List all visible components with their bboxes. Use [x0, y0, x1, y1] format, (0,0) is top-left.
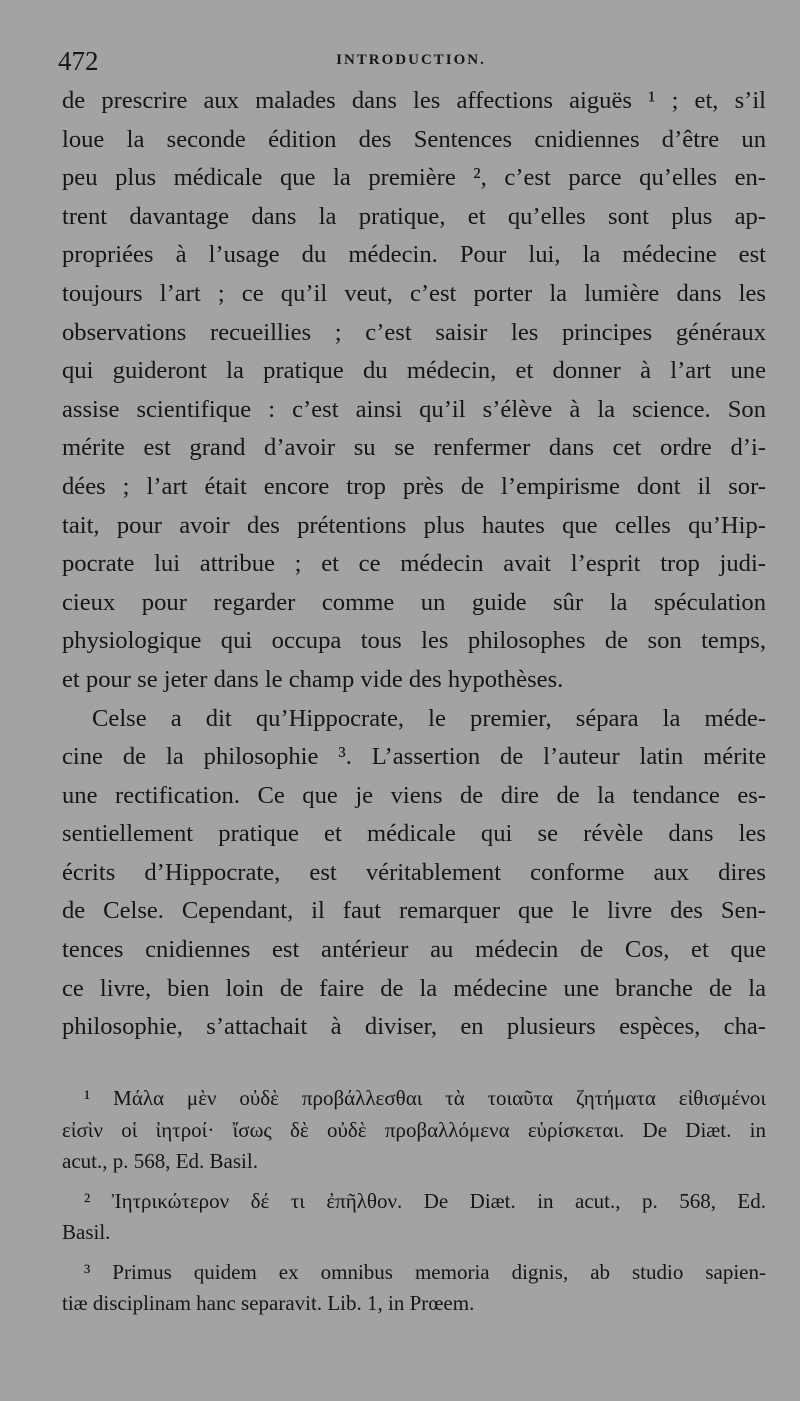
text-line: dées ; l’art était encore trop près de l’empirisme dont il sor- — [62, 472, 766, 500]
footnote-gap — [62, 1249, 766, 1257]
text-line: propriées à l’usage du médecin. Pour lui, la médecine est — [62, 241, 766, 269]
running-head: INTRODUCTION. — [336, 52, 486, 68]
footnote-line: ¹ Μάλα μὲν οὐδὲ προβάλλεσθαι τὰ τοιαῦτα ζητήματα εἰθισμένοι — [84, 1086, 766, 1110]
body-text — [62, 82, 766, 1047]
footnotes — [62, 1083, 766, 1320]
text-line: de prescrire aux malades dans les affections aiguës ¹ ; et, s’il — [62, 87, 766, 114]
text-line: observations recueillies ; c’est saisir les principes généraux — [62, 318, 766, 346]
text-line: pocrate lui attribue ; et ce médecin avait l’esprit trop judi- — [62, 550, 766, 578]
footnote-line: tiæ disciplinam hanc separavit. Lib. 1, in Prœem. — [62, 1291, 475, 1315]
text-line: qui guideront la pratique du médecin, et donner à l’art une — [62, 357, 766, 385]
text-line: Celse a dit qu’Hippocrate, le premier, sépara la méde- — [92, 704, 766, 732]
text-line: cine de la philosophie ³. L’assertion de l’auteur latin mérite — [62, 743, 766, 771]
text-line: et pour se jeter dans le champ vide des hypothèses. — [62, 665, 564, 693]
text-line: physiologique qui occupa tous les philosophes de son temps, — [62, 627, 766, 655]
text-line: mérite est grand d’avoir su se renfermer dans cet ordre d’i- — [62, 434, 766, 462]
text-line: toujours l’art ; ce qu’il veut, c’est porter la lumière dans les — [62, 279, 766, 307]
text-line: tences cnidiennes est antérieur au médecin de Cos, et que — [62, 936, 766, 964]
footnote-line: acut., p. 568, Ed. Basil. — [62, 1149, 258, 1173]
footnote-line: ² Ἰητρικώτερον δέ τι ἐπῆλθον. De Diæt. in acut., p. 568, Ed. — [84, 1188, 766, 1213]
text-line: une rectification. Ce que je viens de dire de la tendance es- — [62, 781, 766, 809]
text-line: tait, pour avoir des prétentions plus hautes que celles qu’Hip- — [62, 511, 766, 539]
footnote-line: εἰσὶν οἱ ἰητροί· ἴσως δὲ οὐδὲ προβαλλόμενα εὑρίσκεται. De Diæt. in — [62, 1117, 766, 1142]
text-line: loue la seconde édition des Sentences cnidiennes d’être un — [62, 125, 766, 153]
text-line: écrits d’Hippocrate, est véritablement conforme aux dires — [62, 858, 766, 886]
page-header — [58, 46, 764, 78]
footnote-line: ³ Primus quidem ex omnibus memoria dignis, ab studio sapien- — [84, 1259, 766, 1284]
text-line: trent davantage dans la pratique, et qu’elles sont plus ap- — [62, 202, 766, 230]
text-line: cieux pour regarder comme un guide sûr la spéculation — [62, 588, 766, 616]
text-line: de Celse. Cependant, il faut remarquer que le livre des Sen- — [62, 897, 766, 925]
footnote-gap — [62, 1178, 766, 1186]
text-line: philosophie, s’attachait à diviser, en plusieurs espèces, cha- — [62, 1013, 766, 1041]
text-line: sentiellement pratique et médicale qui se révèle dans les — [62, 820, 766, 848]
page-number: 472 — [58, 46, 99, 76]
text-line: ce livre, bien loin de faire de la médecine une branche de la — [62, 974, 766, 1002]
text-line: assise scientifique : c’est ainsi qu’il s’élève à la science. Son — [62, 395, 766, 423]
text-line: peu plus médicale que la première ², c’est parce qu’elles en- — [62, 164, 766, 192]
footnote-line: Basil. — [62, 1220, 111, 1244]
